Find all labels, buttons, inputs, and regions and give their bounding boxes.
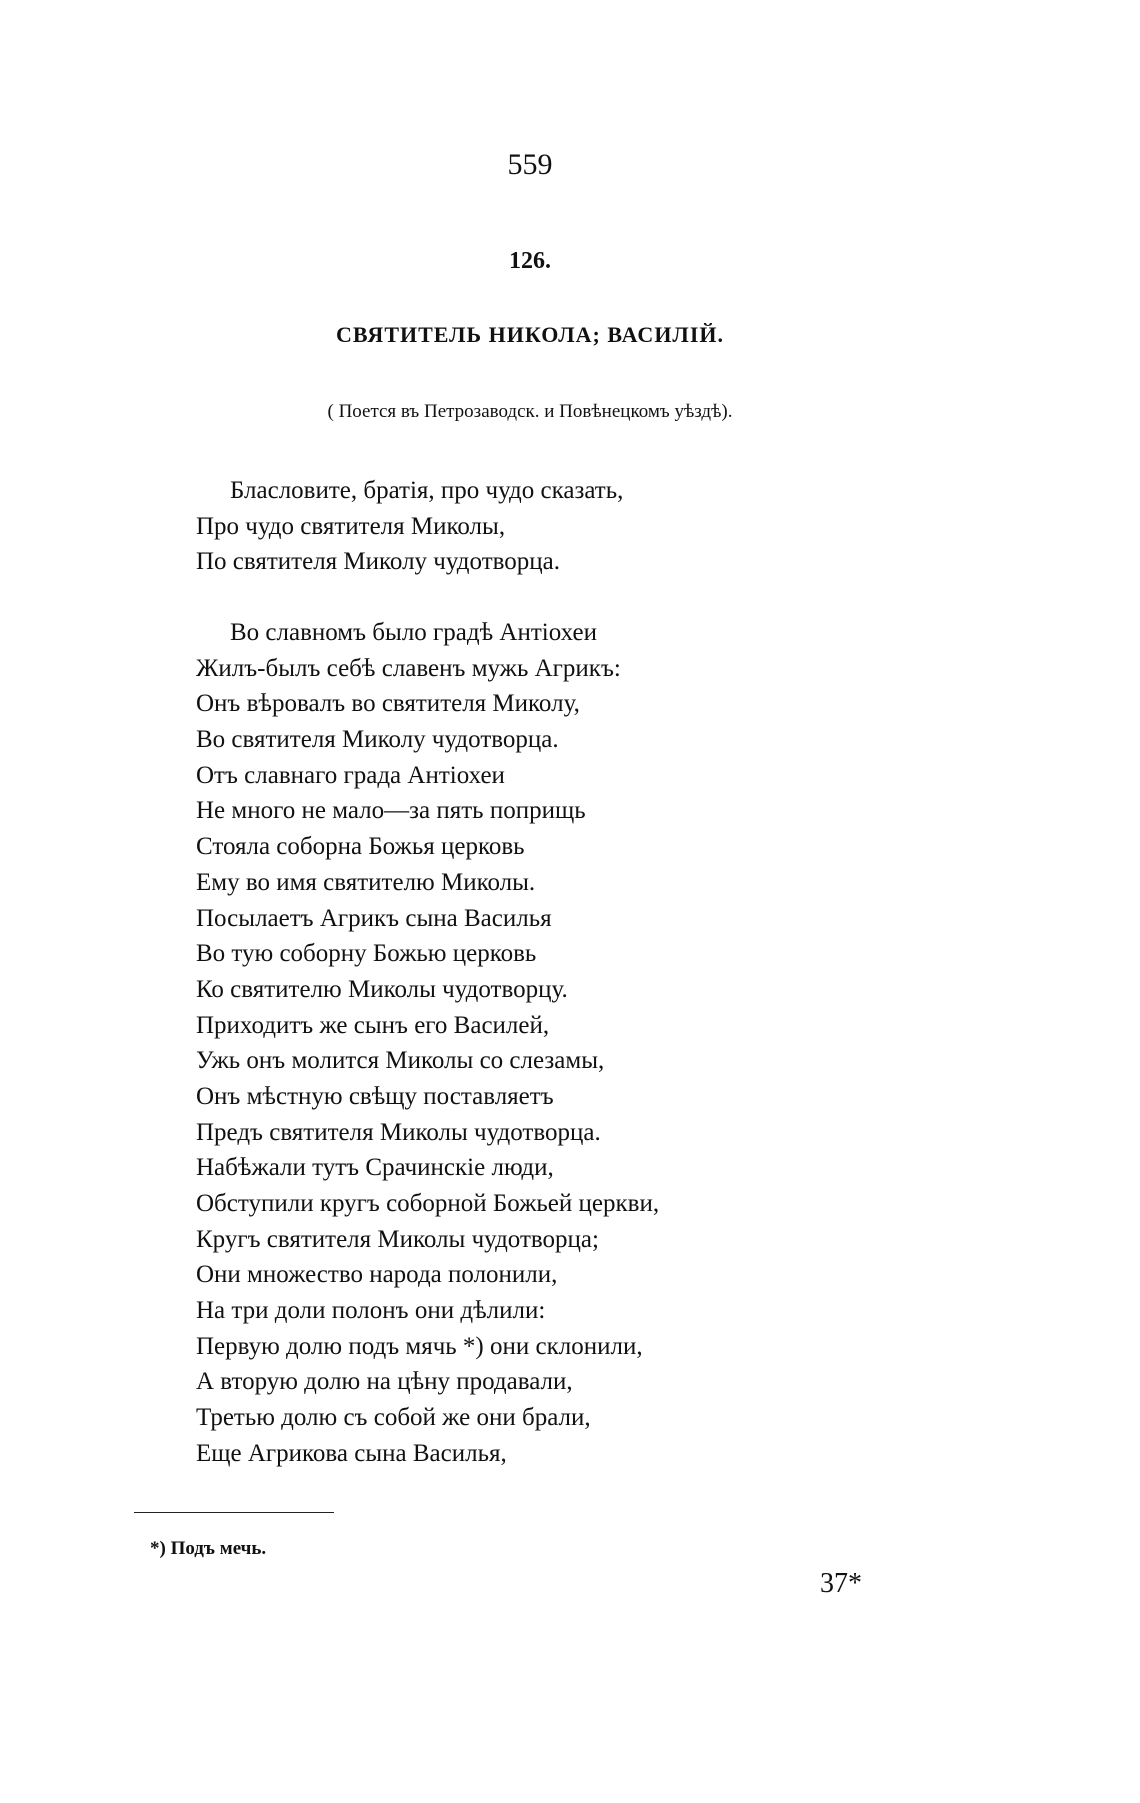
stanza-first [0, 473, 900, 580]
verse-line [0, 651, 900, 687]
verse-line [0, 509, 900, 545]
verse-text: Не много не мало—за пять поприщь [196, 797, 586, 825]
verse-line [0, 1222, 900, 1258]
verse-line [0, 722, 900, 758]
verse-text: Приходитъ же сынъ его Василей, [196, 1011, 550, 1039]
poem-title: СВЯТИТЕЛЬ НИКОЛА; ВАСИЛІЙ. [335, 322, 725, 347]
verse-text: Во тую соборну Божью церковь [196, 940, 537, 968]
verse-text: Во славномъ было градѣ Антіохеи [230, 619, 597, 646]
verse-line [0, 1115, 900, 1151]
verse-text: Ко святителю Миколы чудотворцу. [196, 975, 568, 1003]
verse-text: Жилъ-былъ себѣ славенъ мужь Агрикъ: [196, 654, 621, 682]
poem-subtitle: ( Поется въ Петрозаводск. и Повѣнецкомъ уѣздѣ). [327, 401, 733, 422]
signature-mark: 37* [820, 1568, 862, 1599]
verse-line [0, 972, 900, 1008]
verse-line [0, 544, 900, 580]
verse-text: Онъ вѣровалъ во святителя Миколу, [196, 690, 580, 718]
verse-line [0, 1436, 900, 1472]
verse-text: Посылаетъ Агрикъ сына Василья [196, 904, 552, 932]
verse-text: Во святителя Миколу чудотворца. [196, 726, 559, 754]
verse-line [0, 473, 900, 509]
verse-text: Бласловите, братія, про чудо сказать, [230, 477, 624, 504]
verse-text: Третью долю съ собой же они брали, [196, 1404, 591, 1432]
verse-text: Онъ мѣстную свѣщу поставляетъ [196, 1082, 554, 1110]
verse-line [0, 1008, 900, 1044]
page-number: 559 [507, 148, 553, 181]
verse-line [0, 1364, 900, 1400]
verse-text: Еще Агрикова сына Василья, [196, 1439, 507, 1467]
verse-line [0, 1293, 900, 1329]
verse-text: Отъ славнаго града Антіохеи [196, 761, 505, 789]
verse-text: Набѣжали тутъ Срачинскіе люди, [196, 1154, 554, 1182]
verse-text: Стояла соборна Божья церковь [196, 833, 525, 861]
footnote: *) Подъ мечь. [150, 1538, 267, 1559]
footnote-rule [134, 1512, 334, 1513]
verse-line [0, 793, 900, 829]
verse-line [0, 829, 900, 865]
verse-text: Они множество народа полонили, [196, 1261, 558, 1289]
verse-text: Ему во имя святителю Миколы. [196, 868, 536, 896]
verse-line [0, 901, 900, 937]
verse-text: По святителя Миколу чудотворца. [196, 548, 560, 576]
verse-line [0, 936, 900, 972]
verse-text: А вторую долю на цѣну продавали, [196, 1368, 573, 1396]
stanza-second [0, 615, 900, 1472]
verse-line [0, 1079, 900, 1115]
verse-line [0, 615, 900, 651]
verse-text: Ужь онъ молится Миколы со слезамы, [196, 1047, 605, 1075]
verse-text: На три доли полонъ они дѣлили: [196, 1297, 546, 1325]
verse-line [0, 1186, 900, 1222]
verse-line [0, 1400, 900, 1436]
verse-text: Про чудо святителя Миколы, [196, 512, 506, 540]
verse-text: Обступили кругъ соборной Божьей церкви, [196, 1190, 660, 1217]
verse-line [0, 1329, 900, 1365]
verse-text: Предъ святителя Миколы чудотворца. [196, 1118, 601, 1146]
verse-line [0, 865, 900, 901]
verse-line [0, 1150, 900, 1186]
verse-line [0, 758, 900, 794]
verse-line [0, 1043, 900, 1079]
verse-text: Кругъ святителя Миколы чудотворца; [196, 1225, 599, 1253]
verse-text: Первую долю подъ мячь *) они склонили, [196, 1332, 643, 1360]
verse-line [0, 686, 900, 722]
poem-number: 126. [509, 248, 551, 274]
verse-line [0, 1257, 900, 1293]
